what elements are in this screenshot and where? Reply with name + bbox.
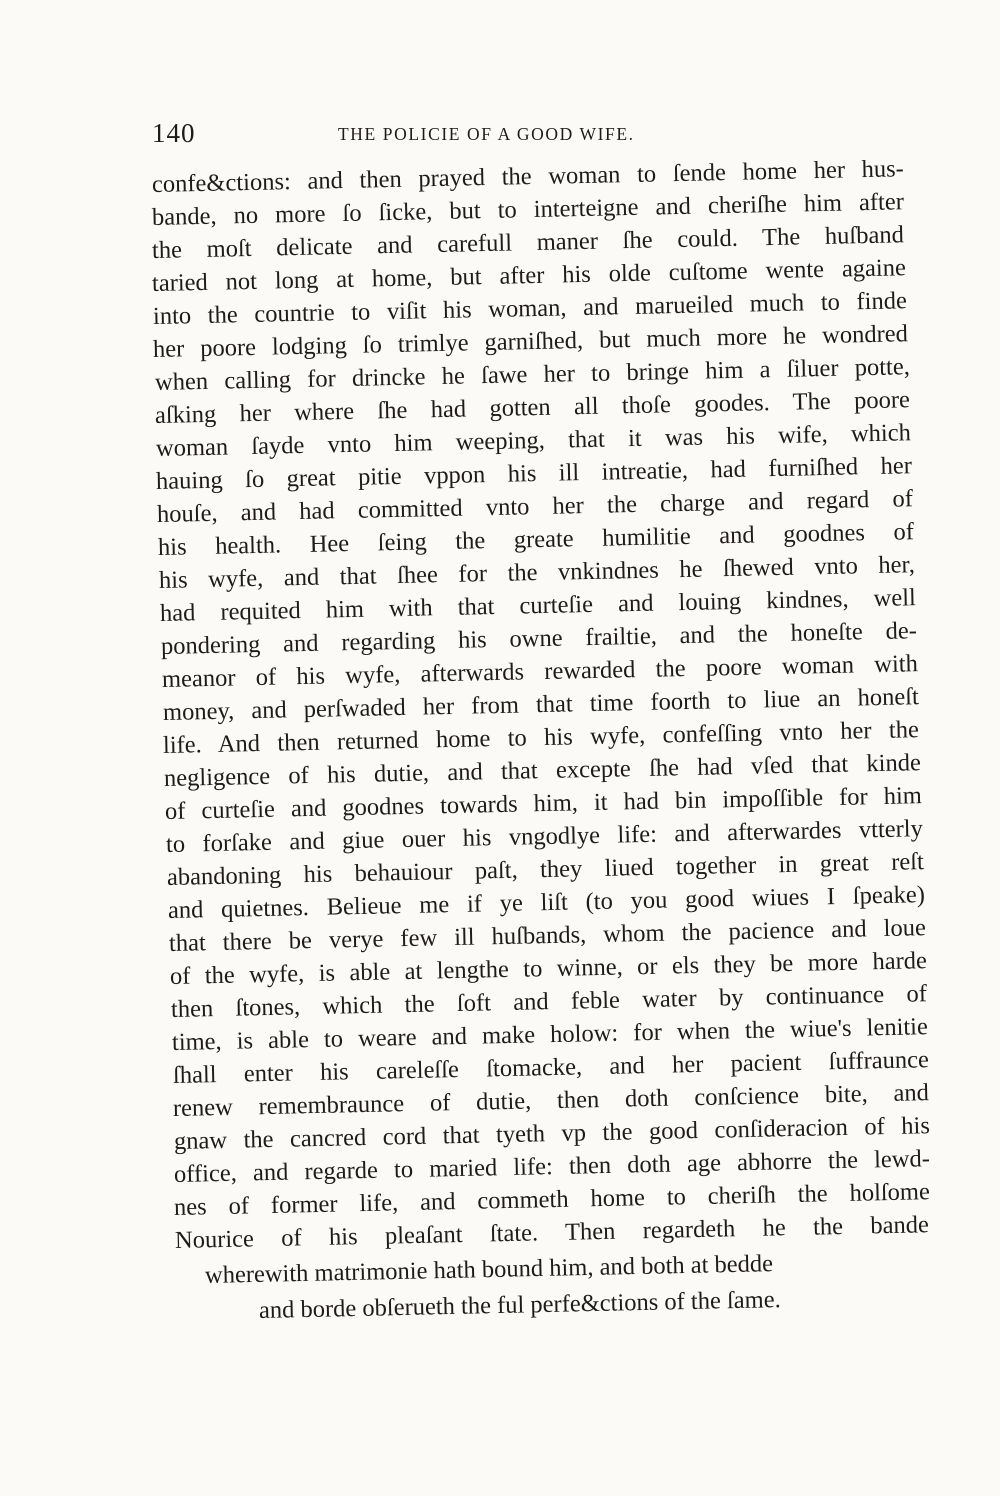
running-header (152, 118, 912, 158)
text-line: and quietnes. Belieue me if ye liſt (to you good wiues I ſpeake) (167, 881, 926, 924)
text-line: hauing ſo great pitie vppon his ill intreatie, had furniſhed her (155, 452, 913, 495)
text-line: abandoning his behauiour paſt, they liued together in great reſt (166, 848, 925, 891)
text-line: renew remembraunce of dutie, then doth conſcience bite, and (172, 1079, 930, 1122)
text-line: her poore lodging ſo trimlye garniſhed, but much more he wondred (152, 320, 909, 363)
text-line: wherewith matrimonie hath bound him, and both at bedde (204, 1250, 774, 1289)
text-line: time, is able to weare and make holow: for when the wiue's lenitie (171, 1013, 929, 1056)
text-line: of the wyfe, is able at lengthe to winne, or els they be more harde (169, 947, 928, 990)
text-line: Nourice of his pleaſant ſtate. Then regardeth he the bande (174, 1211, 930, 1254)
text-line: that there be verye few ill huſbands, whom the pacience and loue (168, 914, 927, 957)
text-line: had requited him with that curteſie and louing kindnes, well (159, 584, 917, 627)
text-line: money, and perſwaded her from that time foorth to liue an honeſt (162, 683, 920, 726)
text-line: the moſt delicate and carefull maner ſhe could. The huſband (151, 221, 905, 264)
text-line: meanor of his wyfe, afterwards rewarded the poore woman with (161, 650, 919, 693)
text-line: taried not long at home, but after his olde cuſtome wente againe (151, 254, 907, 297)
text-line: bande, no more ſo ſicke, but to interteigne and cheriſhe him after (151, 188, 905, 231)
text-line: negligence of his dutie, and that excepte ſhe had vſed that kinde (163, 749, 922, 792)
text-line: life. And then returned home to his wyfe, confeſſing vnto her the (162, 716, 920, 759)
text-line: his health. Hee ſeing the greate humilitie and goodnes of (157, 518, 915, 561)
text-line: ſhall enter his careleſſe ſtomacke, and her pacient ſuffraunce (172, 1046, 930, 1089)
text-line: nes of former life, and commeth home to cheriſh the holſome (173, 1178, 931, 1221)
text-line: his wyfe, and that ſhee for the vnkindnes he ſhewed vnto her, (158, 551, 916, 594)
text-line: pondering and regarding his owne frailtie, and the honeſte de- (160, 617, 918, 660)
text-line: when calling for drincke he ſawe her to bringe him a ſiluer potte, (154, 353, 911, 396)
text-line: of curteſie and goodnes towards him, it had bin impoſſible for him (164, 782, 923, 825)
text-line: to forſake and giue ouer his vngodlye life: and afterwardes vtterly (165, 815, 924, 858)
text-line: and borde obſerueth the ful perfe&ctions of the ſame. (258, 1286, 781, 1324)
page-number: 140 (152, 118, 196, 148)
text-line: then ſtones, which the ſoft and feble water by continuance of (170, 980, 928, 1023)
text-line: woman ſayde vnto him weeping, that it was his wife, which (155, 419, 912, 462)
text-line: confe&ctions: and then prayed the woman to ſende home her hus- (151, 155, 905, 198)
running-title: THE POLICIE OF A GOOD WIFE. (338, 124, 635, 144)
text-line: into the countrie to viſit his woman, and marueiled much to finde (152, 287, 908, 330)
text-line: office, and regarde to maried life: then doth age abhorre the lewd- (173, 1145, 931, 1188)
text-line: gnaw the cancred cord that tyeth vp the good conſideracion of his (173, 1112, 931, 1155)
text-line: houſe, and had committed vnto her the charge and regard of (156, 485, 914, 528)
text-line: aſking her where ſhe had gotten all thoſe goodes. The poore (154, 386, 911, 429)
